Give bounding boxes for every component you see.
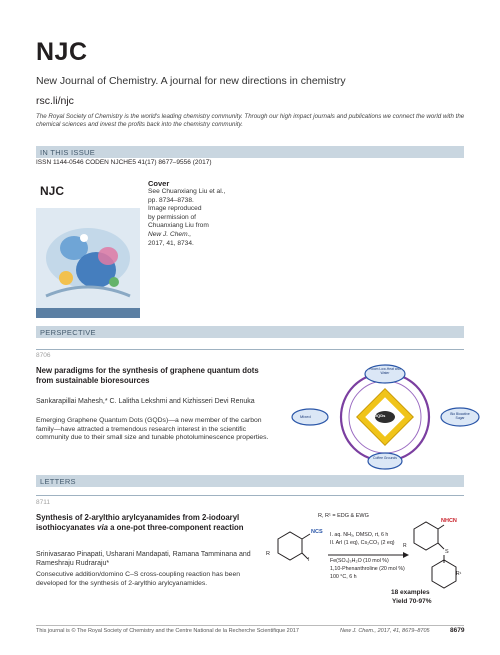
cover-image[interactable] xyxy=(36,178,140,318)
scheme-s: S xyxy=(445,549,449,555)
cover-caption-line: 2017, 41, 8734. xyxy=(148,239,194,247)
journal-subtitle: New Journal of Chemistry. A journal for new directions in chemistry xyxy=(36,75,346,87)
article-title-part: a one-pot three-component reaction xyxy=(107,522,244,532)
cover-caption-line: See Chuanxiang Liu et al., xyxy=(148,188,226,195)
scheme-r-label: R, R¹ = EDG & EWG xyxy=(318,513,369,519)
rsc-blurb: The Royal Society of Chemistry is the world's leading chemistry community. Through our high impact journals and publications we connect the world with the chemical sciences and invest the profits back into the chemistry community. xyxy=(36,113,465,128)
article-title[interactable]: New paradigms for the synthesis of graphene quantum dots from sustainable bioresources xyxy=(36,366,259,385)
scheme-examples: 18 examples xyxy=(391,589,430,596)
scheme-nhcn: NHCN xyxy=(441,518,457,524)
scheme-step3: Fe(SO₄)₃H₂O (10 mol %) xyxy=(330,558,389,564)
scheme-step5: 100 °C, 6 h xyxy=(330,574,357,580)
cover-title: Cover xyxy=(148,179,170,188)
diagram-right-label: Bio Bioactive Sugar xyxy=(450,412,470,420)
section-heading: IN THIS ISSUE xyxy=(40,147,96,157)
scheme-r: R xyxy=(266,551,270,557)
footer-citation: New J. Chem., 2017, 41, 8679–8705 xyxy=(340,628,430,634)
scheme-iodo: I xyxy=(308,557,310,563)
article-authors: Srinivasarao Pinapati, Usharani Mandapati, Ramana Tamminana and Rameshraju Rudraraju* xyxy=(36,551,251,567)
footer-copyright: This journal is © The Royal Society of Chemistry and the Centre National de la Recherche Scientifique 2017 xyxy=(36,628,299,634)
scheme-step4: 1,10-Phenanthroline (20 mol %) xyxy=(330,566,405,572)
section-heading: LETTERS xyxy=(40,476,76,486)
article-abstract: Emerging Graphene Quantum Dots (GQDs)—a new member of the carbon family—have attracted a tremendous research interest in the scientific community due to their small size and tunable photoluminescence properties. xyxy=(36,417,269,442)
footer-divider xyxy=(36,625,464,626)
issn-line: ISSN 1144-0546 CODEN NJCHE5 41(17) 8677–9556 (2017) xyxy=(36,159,212,166)
diagram-left-label: Mixed xyxy=(300,414,311,419)
divider xyxy=(36,349,464,350)
scheme-step1: I. aq. NH₃, DMSO, rt, 6 h xyxy=(330,532,389,538)
section-band-in-this-issue xyxy=(36,146,464,158)
page-number-ref: 8706 xyxy=(36,352,51,359)
footer-page-number: 8679 xyxy=(450,627,465,634)
cover-caption xyxy=(148,188,258,248)
diagram-center-label: GQDs xyxy=(374,413,386,418)
article-abstract: Consecutive addition/domino C–S cross-coupling reaction has been developed for the synthesis of 2-arylthio arylcyanamides. xyxy=(36,571,241,587)
cover-caption-line: New J. Chem., xyxy=(148,230,192,238)
scheme-r-product: R xyxy=(403,543,407,549)
page-number-ref: 8711 xyxy=(36,499,50,506)
cover-caption-line: Image reproduced xyxy=(148,205,202,213)
scheme-yield: Yield 70-97% xyxy=(392,598,432,605)
diagram-bottom-label: Coffee Grounds xyxy=(373,456,397,460)
scheme-ncs: NCS xyxy=(311,529,323,535)
reaction-scheme xyxy=(258,509,468,614)
article-title[interactable] xyxy=(36,513,256,532)
cover-caption-line: Chuanxiang Liu from xyxy=(148,222,209,230)
scheme-step2: II. ArI (1 eq), Cs₂CO₃ (2 eq) xyxy=(330,540,395,546)
cover-caption-line: pp. 8734–8738. xyxy=(148,196,194,204)
scheme-r1: R¹ xyxy=(456,571,462,577)
journal-url[interactable]: rsc.li/njc xyxy=(36,95,74,107)
divider xyxy=(36,495,464,496)
section-band-letters xyxy=(36,475,464,487)
section-heading: PERSPECTIVE xyxy=(40,327,96,337)
journal-logo: NJC xyxy=(36,38,88,66)
cover-caption-line: by permission of xyxy=(148,213,197,221)
cover-thumb-logo: NJC xyxy=(40,184,65,198)
article-title-part: Synthesis of 2-arylthio arylcyanamides from 2-iodoaryl isothiocyanates xyxy=(36,513,240,532)
cover-illustration xyxy=(36,178,140,318)
diagram-top-label: Room Low-Heat and Water xyxy=(369,367,401,375)
article-authors: Sankarapillai Mahesh,* C. Lalitha Lekshmi and Kizhisseri Devi Renuka xyxy=(36,398,255,405)
gqd-diagram xyxy=(290,362,480,472)
article-title-italic: via xyxy=(97,522,108,532)
section-band-perspective xyxy=(36,326,464,338)
